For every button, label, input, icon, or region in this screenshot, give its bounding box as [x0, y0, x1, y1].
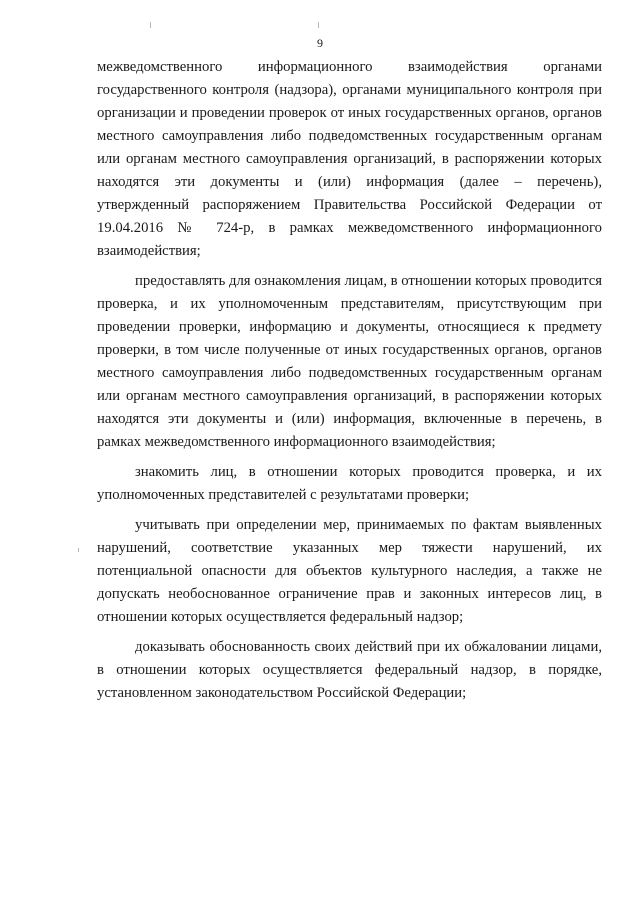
paragraph-3: знакомить лиц, в отношении которых проводится проверка, и их уполномоченных представителей с результатами проверки;: [97, 464, 602, 503]
page-number: 9: [317, 36, 323, 50]
scan-mark-top-right: [318, 22, 319, 28]
paragraph-2: предоставлять для ознакомления лицам, в отношении которых проводится проверка, и их уполномоченным представителям, присутствующим при проведении проверки, информацию и документы, относящиеся к предмету проверки, в том числе полученные от иных государственных органов, органов местного самоуправления либо подведомственных государственным органам или органам местного самоуправления организаций, в распоряжении которых находятся эти документы и (или) информация, включенные в перечень, в рамках межведомственного информационного взаимодействия;: [97, 273, 602, 450]
paragraph-5: доказывать обоснованность своих действий при их обжаловании лицами, в отношении которых осуществляется федеральный надзор, в порядке, установленном законодательством Российской Федерации;: [97, 639, 602, 701]
paragraph-4: учитывать при определении мер, принимаемых по фактам выявленных нарушений, соответствие указанных мер тяжести нарушений, их потенциальной опасности для объектов культурного наследия, а также не допускать необоснованное ограничение прав и законных интересов лиц, в отношении которых осуществляется федеральный надзор;: [97, 517, 602, 625]
scan-mark-top-left: [150, 22, 151, 28]
document-body: [97, 56, 602, 712]
scan-mark-left: [78, 548, 79, 552]
paragraph-1: межведомственного информационного взаимодействия органами государственного контроля (надзора), органами муниципального контроля при организации и проведении проверок от иных государственных органов, органов местного самоуправления либо подведомственных государственным органам или органам местного самоуправления организаций, в распоряжении которых находятся эти документы и (или) информация (далее – перечень), утвержденный распоряжением Правительства Российской Федерации от 19.04.2016 № 724-р, в рамках межведомственного информационного взаимодействия;: [97, 59, 602, 259]
